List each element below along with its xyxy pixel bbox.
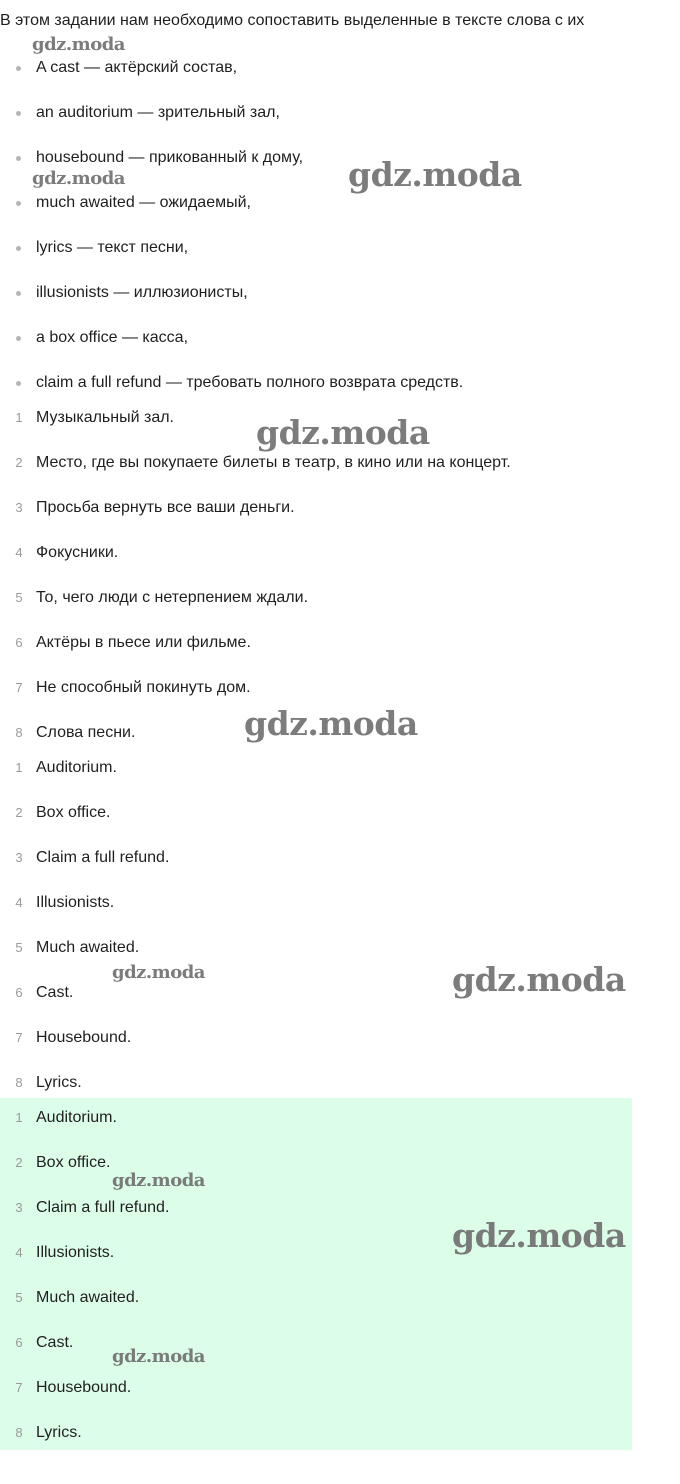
watermark: gdz.moda xyxy=(32,168,125,189)
watermark: gdz.moda xyxy=(256,413,430,452)
watermark: gdz.moda xyxy=(452,1216,626,1255)
watermark: gdz.moda xyxy=(112,1170,205,1191)
watermark: gdz.moda xyxy=(452,960,626,999)
watermark: gdz.moda xyxy=(112,962,205,983)
watermark: gdz.moda xyxy=(112,1346,205,1367)
watermark: gdz.moda xyxy=(244,704,418,743)
bullet-icon xyxy=(16,381,21,386)
bullet-icon xyxy=(16,66,21,71)
bullet-icon xyxy=(16,156,21,161)
bullet-icon xyxy=(16,111,21,116)
bullet-icon xyxy=(16,291,21,296)
intro-text: В этом задании нам необходимо сопоставить выделенные в тексте слова с их xyxy=(0,12,585,29)
watermark: gdz.moda xyxy=(348,155,522,194)
bullet-icon xyxy=(16,246,21,251)
watermark: gdz.moda xyxy=(32,34,125,55)
bullet-icon xyxy=(16,201,21,206)
bullet-icon xyxy=(16,336,21,341)
